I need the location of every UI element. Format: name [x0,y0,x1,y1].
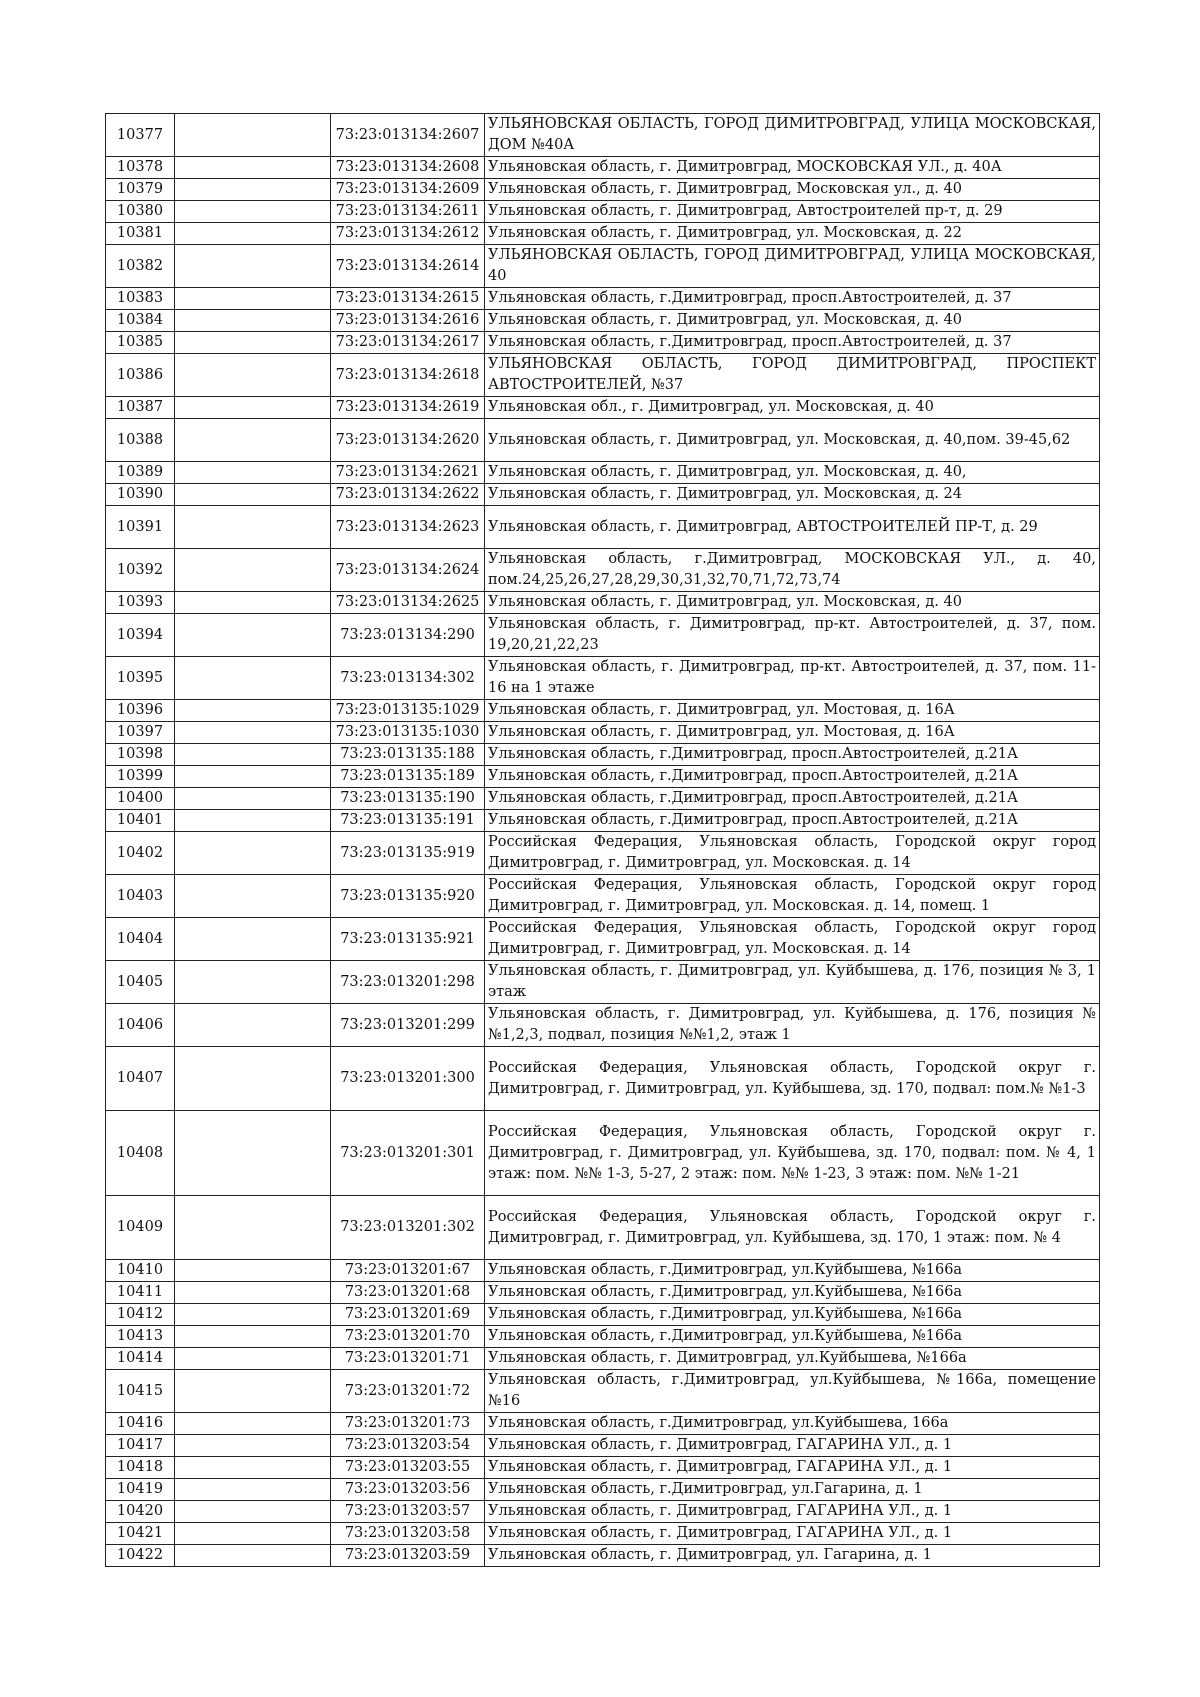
row-number: 10397 [106,722,175,744]
table-row [106,1304,1100,1326]
cadastral-number: 73:23:013203:59 [331,1545,485,1567]
address-cell: Российская Федерация, Ульяновская область, Городской округ город Димитровград, г. Димитровград, ул. Московская. д. 14, помещ. 1 [485,875,1100,918]
address-cell: Российская Федерация, Ульяновская область, Городской округ город Димитровград, г. Димитровград, ул. Московская. д. 14 [485,918,1100,961]
cadastral-number: 73:23:013201:69 [331,1304,485,1326]
cadastral-number: 73:23:013203:54 [331,1435,485,1457]
table-row [106,766,1100,788]
row-number: 10417 [106,1435,175,1457]
row-number: 10391 [106,506,175,549]
address-cell: Ульяновская область, г. Димитровград, ул. Мостовая, д. 16А [485,722,1100,744]
owner-cell [175,766,331,788]
registry-body [106,114,1100,1567]
owner-cell [175,1413,331,1435]
address-cell: Ульяновская область, г.Димитровград, ул.Куйбышева, №166а [485,1304,1100,1326]
row-number: 10411 [106,1282,175,1304]
cadastral-number: 73:23:013134:2625 [331,592,485,614]
table-row [106,354,1100,397]
owner-cell [175,657,331,700]
address-cell: Ульяновская область, г.Димитровград, просп.Автостроителей, д.21А [485,766,1100,788]
table-row [106,1501,1100,1523]
table-row [106,223,1100,245]
owner-cell [175,1501,331,1523]
property-registry-table [105,113,1100,1567]
table-row [106,245,1100,288]
row-number: 10381 [106,223,175,245]
address-cell: Ульяновская область, г. Димитровград, ул. Московская, д. 22 [485,223,1100,245]
cadastral-number: 73:23:013203:58 [331,1523,485,1545]
cadastral-number: 73:23:013135:919 [331,832,485,875]
table-row [106,788,1100,810]
address-cell: Ульяновская область, г. Димитровград, Автостроителей пр-т, д. 29 [485,201,1100,223]
row-number: 10393 [106,592,175,614]
address-cell: Ульяновская область, г.Димитровград, МОСКОВСКАЯ УЛ., д. 40, пом.24,25,26,27,28,29,30,31,32,70,71,72,73,74 [485,549,1100,592]
table-row [106,744,1100,766]
address-cell: Ульяновская область, г. Димитровград, ул. Московская, д. 24 [485,484,1100,506]
owner-cell [175,1282,331,1304]
table-row [106,179,1100,201]
table-row [106,1111,1100,1196]
table-row [106,614,1100,657]
address-cell: Ульяновская область, г.Димитровград, ул.Куйбышева, №166а, помещение №16 [485,1370,1100,1413]
table-row [106,157,1100,179]
cadastral-number: 73:23:013201:300 [331,1047,485,1111]
row-number: 10388 [106,419,175,462]
address-cell: УЛЬЯНОВСКАЯ ОБЛАСТЬ, ГОРОД ДИМИТРОВГРАД, УЛИЦА МОСКОВСКАЯ, ДОМ №40А [485,114,1100,157]
address-cell: УЛЬЯНОВСКАЯ ОБЛАСТЬ, ГОРОД ДИМИТРОВГРАД, ПРОСПЕКТ АВТОСТРОИТЕЛЕЙ, №37 [485,354,1100,397]
cadastral-number: 73:23:013135:189 [331,766,485,788]
row-number: 10395 [106,657,175,700]
cadastral-number: 73:23:013201:68 [331,1282,485,1304]
owner-cell [175,1304,331,1326]
row-number: 10396 [106,700,175,722]
row-number: 10389 [106,462,175,484]
table-row [106,875,1100,918]
row-number: 10408 [106,1111,175,1196]
cadastral-number: 73:23:013134:2622 [331,484,485,506]
cadastral-number: 73:23:013134:2609 [331,179,485,201]
owner-cell [175,1435,331,1457]
table-row [106,288,1100,310]
table-row [106,1545,1100,1567]
owner-cell [175,875,331,918]
owner-cell [175,1545,331,1567]
cadastral-number: 73:23:013135:1029 [331,700,485,722]
owner-cell [175,700,331,722]
cadastral-number: 73:23:013134:2611 [331,201,485,223]
owner-cell [175,1047,331,1111]
cadastral-number: 73:23:013135:1030 [331,722,485,744]
row-number: 10409 [106,1196,175,1260]
row-number: 10422 [106,1545,175,1567]
row-number: 10412 [106,1304,175,1326]
table-row [106,1047,1100,1111]
row-number: 10414 [106,1348,175,1370]
row-number: 10415 [106,1370,175,1413]
owner-cell [175,961,331,1004]
table-row [106,1370,1100,1413]
address-cell: Ульяновская область, г.Димитровград, просп.Автостроителей, д. 37 [485,288,1100,310]
cadastral-number: 73:23:013203:57 [331,1501,485,1523]
address-cell: Ульяновская область, г. Димитровград, ул. Московская, д. 40 [485,592,1100,614]
row-number: 10420 [106,1501,175,1523]
cadastral-number: 73:23:013201:72 [331,1370,485,1413]
owner-cell [175,201,331,223]
row-number: 10399 [106,766,175,788]
cadastral-number: 73:23:013134:2620 [331,419,485,462]
row-number: 10390 [106,484,175,506]
cadastral-number: 73:23:013134:2612 [331,223,485,245]
owner-cell [175,722,331,744]
table-row [106,1004,1100,1047]
owner-cell [175,810,331,832]
address-cell: Ульяновская область, г.Димитровград, просп.Автостроителей, д.21А [485,810,1100,832]
cadastral-number: 73:23:013134:2623 [331,506,485,549]
address-cell: Ульяновская область, г. Димитровград, ул.Куйбышева, №166а [485,1348,1100,1370]
row-number: 10398 [106,744,175,766]
table-row [106,810,1100,832]
table-row [106,832,1100,875]
table-row [106,114,1100,157]
cadastral-number: 73:23:013134:2615 [331,288,485,310]
table-row [106,462,1100,484]
row-number: 10402 [106,832,175,875]
table-row [106,657,1100,700]
owner-cell [175,1457,331,1479]
address-cell: Российская Федерация, Ульяновская область, Городской округ г. Димитровград, г. Димитровград, ул. Куйбышева, зд. 170, подвал: пом.№ №1-3 [485,1047,1100,1111]
owner-cell [175,614,331,657]
table-row [106,1523,1100,1545]
cadastral-number: 73:23:013134:2607 [331,114,485,157]
cadastral-number: 73:23:013134:2618 [331,354,485,397]
table-row [106,397,1100,419]
cadastral-number: 73:23:013135:191 [331,810,485,832]
row-number: 10380 [106,201,175,223]
table-row [106,1282,1100,1304]
address-cell: Ульяновская область, г. Димитровград, пр-кт. Автостроителей, д. 37, пом. 11-16 на 1 этаже [485,657,1100,700]
cadastral-number: 73:23:013135:921 [331,918,485,961]
row-number: 10382 [106,245,175,288]
table-row [106,1196,1100,1260]
table-row [106,506,1100,549]
address-cell: УЛЬЯНОВСКАЯ ОБЛАСТЬ, ГОРОД ДИМИТРОВГРАД, УЛИЦА МОСКОВСКАЯ, 40 [485,245,1100,288]
row-number: 10401 [106,810,175,832]
row-number: 10418 [106,1457,175,1479]
row-number: 10385 [106,332,175,354]
owner-cell [175,1260,331,1282]
table-row [106,700,1100,722]
owner-cell [175,506,331,549]
owner-cell [175,592,331,614]
address-cell: Ульяновская область, г. Димитровград, ул. Куйбышева, д. 176, позиция №№1,2,3, подвал, позиция №№1,2, этаж 1 [485,1004,1100,1047]
address-cell: Российская Федерация, Ульяновская область, Городской округ г. Димитровград, г. Димитровград, ул. Куйбышева, зд. 170, 1 этаж: пом. № 4 [485,1196,1100,1260]
address-cell: Ульяновская область, г.Димитровград, просп.Автостроителей, д.21А [485,744,1100,766]
address-cell: Ульяновская область, г.Димитровград, ул.Куйбышева, №166а [485,1326,1100,1348]
owner-cell [175,310,331,332]
owner-cell [175,419,331,462]
address-cell: Ульяновская область, г. Димитровград, ул. Гагарина, д. 1 [485,1545,1100,1567]
cadastral-number: 73:23:013201:301 [331,1111,485,1196]
row-number: 10410 [106,1260,175,1282]
address-cell: Ульяновская область, г. Димитровград, ул. Московская, д. 40,пом. 39-45,62 [485,419,1100,462]
owner-cell [175,832,331,875]
address-cell: Ульяновская область, г.Димитровград, просп.Автостроителей, д. 37 [485,332,1100,354]
cadastral-number: 73:23:013203:55 [331,1457,485,1479]
address-cell: Ульяновская область, г. Димитровград, ГАГАРИНА УЛ., д. 1 [485,1501,1100,1523]
address-cell: Ульяновская область, г. Димитровград, пр-кт. Автостроителей, д. 37, пом. 19,20,21,22,23 [485,614,1100,657]
table-row [106,332,1100,354]
table-row [106,1348,1100,1370]
row-number: 10406 [106,1004,175,1047]
cadastral-number: 73:23:013203:56 [331,1479,485,1501]
row-number: 10384 [106,310,175,332]
cadastral-number: 73:23:013135:190 [331,788,485,810]
owner-cell [175,114,331,157]
owner-cell [175,1479,331,1501]
cadastral-number: 73:23:013134:302 [331,657,485,700]
owner-cell [175,245,331,288]
owner-cell [175,744,331,766]
address-cell: Ульяновская обл., г. Димитровград, ул. Московская, д. 40 [485,397,1100,419]
cadastral-number: 73:23:013201:67 [331,1260,485,1282]
cadastral-number: 73:23:013201:70 [331,1326,485,1348]
address-cell: Ульяновская область, г. Димитровград, ул. Московская, д. 40, [485,462,1100,484]
table-row [106,1435,1100,1457]
table-row [106,1479,1100,1501]
table-row [106,722,1100,744]
owner-cell [175,1370,331,1413]
row-number: 10421 [106,1523,175,1545]
cadastral-number: 73:23:013134:2616 [331,310,485,332]
owner-cell [175,397,331,419]
row-number: 10392 [106,549,175,592]
address-cell: Ульяновская область, г.Димитровград, ул.Куйбышева, №166а [485,1282,1100,1304]
owner-cell [175,288,331,310]
row-number: 10416 [106,1413,175,1435]
row-number: 10386 [106,354,175,397]
address-cell: Российская Федерация, Ульяновская область, Городской округ город Димитровград, г. Димитровград, ул. Московская. д. 14 [485,832,1100,875]
owner-cell [175,1348,331,1370]
owner-cell [175,223,331,245]
address-cell: Ульяновская область, г. Димитровград, ул. Куйбышева, д. 176, позиция № 3, 1 этаж [485,961,1100,1004]
address-cell: Ульяновская область, г. Димитровград, ГАГАРИНА УЛ., д. 1 [485,1435,1100,1457]
address-cell: Российская Федерация, Ульяновская область, Городской округ г. Димитровград, г. Димитровград, ул. Куйбышева, зд. 170, подвал: пом. № 4, 1 этаж: пом. №№ 1-3, 5-27, 2 этаж: пом. №№ 1-23, 3 этаж: пом. №№ 1-21 [485,1111,1100,1196]
row-number: 10403 [106,875,175,918]
cadastral-number: 73:23:013134:2617 [331,332,485,354]
row-number: 10405 [106,961,175,1004]
owner-cell [175,179,331,201]
cadastral-number: 73:23:013134:2608 [331,157,485,179]
row-number: 10413 [106,1326,175,1348]
address-cell: Ульяновская область, г.Димитровград, ул.Куйбышева, №166а [485,1260,1100,1282]
address-cell: Ульяновская область, г. Димитровград, МОСКОВСКАЯ УЛ., д. 40А [485,157,1100,179]
row-number: 10404 [106,918,175,961]
address-cell: Ульяновская область, г.Димитровград, просп.Автостроителей, д.21А [485,788,1100,810]
address-cell: Ульяновская область, г.Димитровград, ул.Гагарина, д. 1 [485,1479,1100,1501]
owner-cell [175,788,331,810]
cadastral-number: 73:23:013201:302 [331,1196,485,1260]
address-cell: Ульяновская область, г. Димитровград, АВТОСТРОИТЕЛЕЙ ПР-Т, д. 29 [485,506,1100,549]
owner-cell [175,157,331,179]
address-cell: Ульяновская область, г.Димитровград, ул.Куйбышева, 166а [485,1413,1100,1435]
address-cell: Ульяновская область, г. Димитровград, ГАГАРИНА УЛ., д. 1 [485,1523,1100,1545]
table-row [106,549,1100,592]
cadastral-number: 73:23:013135:188 [331,744,485,766]
cadastral-number: 73:23:013201:299 [331,1004,485,1047]
row-number: 10378 [106,157,175,179]
row-number: 10419 [106,1479,175,1501]
cadastral-number: 73:23:013134:290 [331,614,485,657]
table-row [106,918,1100,961]
owner-cell [175,1326,331,1348]
row-number: 10394 [106,614,175,657]
table-row [106,310,1100,332]
owner-cell [175,484,331,506]
cadastral-number: 73:23:013201:298 [331,961,485,1004]
row-number: 10383 [106,288,175,310]
table-row [106,484,1100,506]
table-row [106,201,1100,223]
row-number: 10387 [106,397,175,419]
row-number: 10400 [106,788,175,810]
owner-cell [175,549,331,592]
table-row [106,1326,1100,1348]
owner-cell [175,1196,331,1260]
address-cell: Ульяновская область, г. Димитровград, ул. Московская, д. 40 [485,310,1100,332]
address-cell: Ульяновская область, г. Димитровград, ул. Мостовая, д. 16А [485,700,1100,722]
row-number: 10379 [106,179,175,201]
cadastral-number: 73:23:013134:2621 [331,462,485,484]
cadastral-number: 73:23:013201:71 [331,1348,485,1370]
row-number: 10377 [106,114,175,157]
owner-cell [175,1111,331,1196]
table-row [106,592,1100,614]
table-row [106,1260,1100,1282]
cadastral-number: 73:23:013134:2619 [331,397,485,419]
address-cell: Ульяновская область, г. Димитровград, Московская ул., д. 40 [485,179,1100,201]
address-cell: Ульяновская область, г. Димитровград, ГАГАРИНА УЛ., д. 1 [485,1457,1100,1479]
owner-cell [175,1004,331,1047]
cadastral-number: 73:23:013134:2614 [331,245,485,288]
table-row [106,1457,1100,1479]
table-row [106,961,1100,1004]
table-row [106,1413,1100,1435]
cadastral-number: 73:23:013134:2624 [331,549,485,592]
owner-cell [175,462,331,484]
table-row [106,419,1100,462]
owner-cell [175,332,331,354]
owner-cell [175,354,331,397]
owner-cell [175,1523,331,1545]
owner-cell [175,918,331,961]
row-number: 10407 [106,1047,175,1111]
cadastral-number: 73:23:013201:73 [331,1413,485,1435]
cadastral-number: 73:23:013135:920 [331,875,485,918]
